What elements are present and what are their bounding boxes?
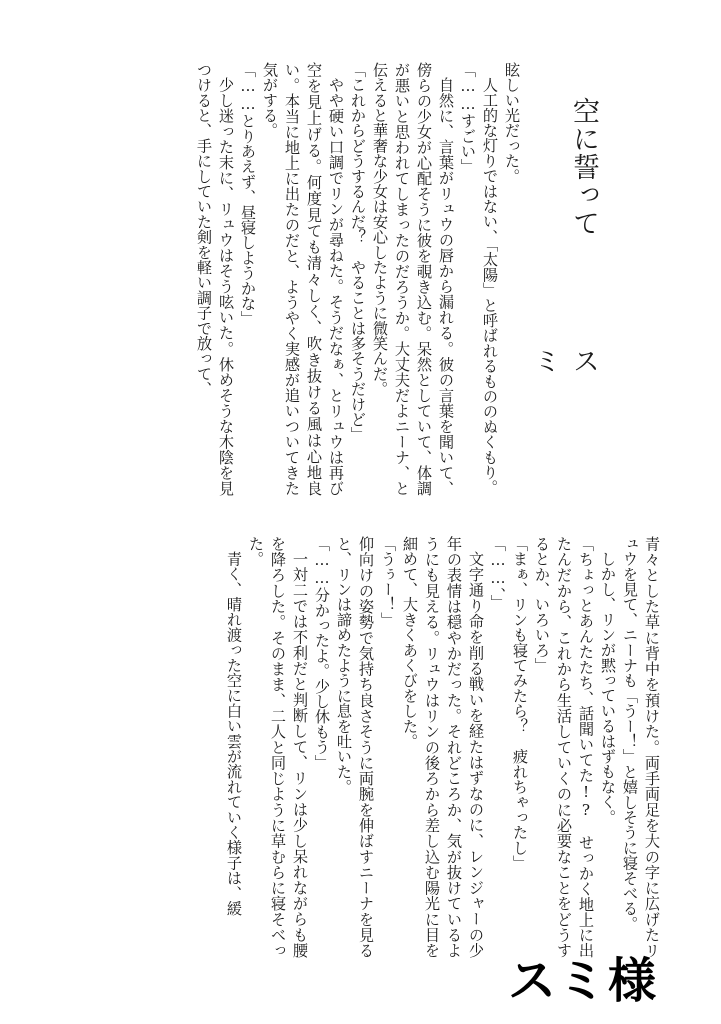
paragraph: 青々とした草に背中を預けた。両手両足を大の字に広げたリュウを見て、ニーナも「うー！」と嬉しそうに寝そべる。 bbox=[621, 536, 661, 958]
paragraph: 「……すごい」 bbox=[459, 62, 477, 174]
paragraph: 文字通り命を削る戦いを経たはずなのに、レンジャーの少年の表情は穏やかだった。それどころか、気が抜けているようにも見える。リュウはリンの後ろから差し込む陽光に目を細めて、大きくあくびをした。 bbox=[401, 536, 485, 958]
handwritten-signature: スミ様 bbox=[508, 953, 659, 1009]
text-block-lower bbox=[78, 536, 663, 958]
paragraph: 「これからどうするんだ？ やることは多そうだけど」 bbox=[349, 62, 367, 442]
paragraph: しかし、リンが黙っているはずもなく。 bbox=[599, 551, 617, 825]
author-name: スミ bbox=[529, 347, 599, 380]
paragraph: 眩しい光だった。 bbox=[503, 62, 521, 184]
paragraph: やや硬い口調でリンが尋ねた。そうだなぁ、とリュウは再び空を見上げる。何度見ても清々しく、吹き抜ける風は心地良い。本当に地上に出たのだと、ようやく実感が追いついてきた気がする。 bbox=[261, 62, 345, 496]
paragraph: 「ちょっとあんたたち、話聞いてた!? せっかく地上に出たんだから、これから生活していくのに必要なことをどうするとか、いろいろ」 bbox=[533, 536, 595, 958]
paragraph: 青く、晴れ渡った空に白い雲が流れていく様子は、緩 bbox=[225, 551, 243, 916]
paragraph: 「……、」 bbox=[489, 536, 507, 610]
paragraph: 少し迷った末に、リュウはそう呟いた。休めそうな木陰を見つけると、手にしていた剣を軽い調子で放って、 bbox=[195, 62, 235, 496]
paragraph: 「……とりあえず、昼寝しようかな」 bbox=[239, 62, 257, 326]
text-block-upper bbox=[74, 62, 523, 496]
paragraph: 自然に、言葉がリュウの唇から漏れる。彼の言葉を聞いて、傍らの少女が心配そうに彼を覗き込む。呆然としていて、体調が悪いと思われてしまったのだろうか。大丈夫だよニーナ、と伝えると華奢な少女は安心したように微笑んだ。 bbox=[371, 62, 455, 496]
paragraph: 一対二では不利だと判断して、リンは少し呆れながらも腰を降ろした。そのまま、二人と同じように草むらに寝そべった。 bbox=[247, 536, 309, 958]
paragraph: 仰向けの姿勢で気持ち良さそうに両腕を伸ばすニーナを見ると、リンは諦めたように息を吐いた。 bbox=[335, 536, 375, 958]
paragraph: 「うぅー！」 bbox=[379, 536, 397, 628]
story-title: 空に誓って bbox=[568, 97, 599, 237]
paragraph: 「まぁ、リンも寝てみたら？ 疲れちゃったし」 bbox=[511, 536, 529, 871]
paragraph: 「……分かったよ。少し休もう」 bbox=[313, 536, 331, 770]
paragraph: 人工的な灯りではない、「太陽」と呼ばれるもののぬくもり。 bbox=[481, 77, 499, 496]
